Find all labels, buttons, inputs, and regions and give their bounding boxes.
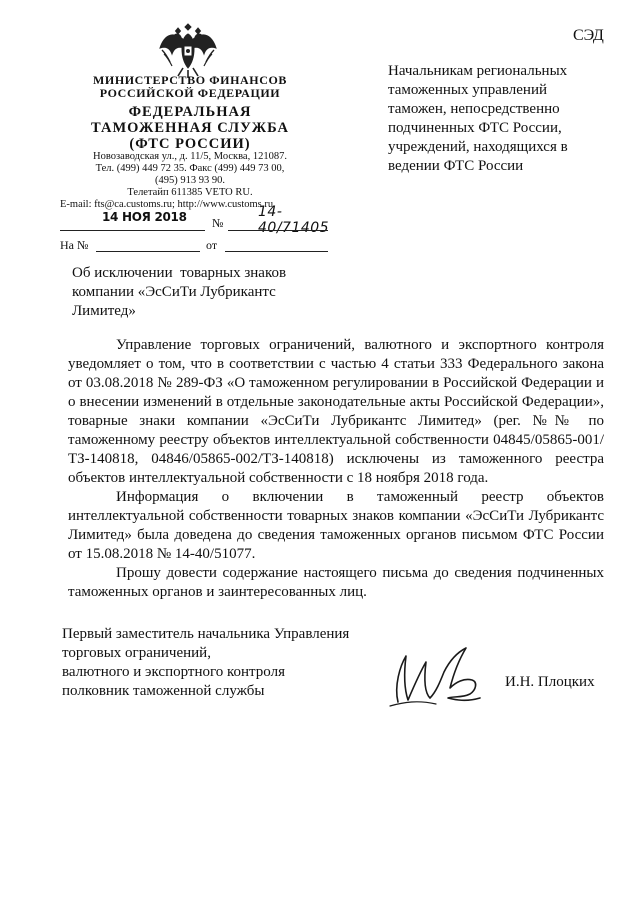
addressee-line: учреждений, находящихся в [388, 139, 568, 155]
date-underline [60, 230, 205, 231]
position-line: валютного и экспортного контроля [62, 664, 285, 680]
body-paragraph: Прошу довести содержание настоящего письма до сведения подчиненных таможенных органов и заинтересованных лиц. [68, 565, 604, 600]
position-line: торговых ограничений, [62, 645, 211, 661]
from-underline [225, 251, 328, 252]
number-underline [228, 230, 328, 231]
addressee-line: ведении ФТС России [388, 158, 524, 174]
handwritten-signature [384, 642, 492, 714]
addressee-line: таможенных управлений [388, 82, 548, 98]
body-paragraph: Информация о включении в таможенный реестр объектов интеллектуальной собственности товарных знаков компании «ЭсСиТи Лубрикантс Лимитед» была доведена до сведения таможенных органов письмом ФТС России от 15.08.2018 № 14-40/51077. [68, 489, 604, 562]
number-label: № [212, 216, 224, 230]
contact-line: Тел. (499) 449 72 35. Факс (499) 449 73 00, [95, 163, 285, 174]
service-name [60, 104, 320, 152]
signatory-name: И.Н. Плоцких [505, 674, 595, 690]
from-label: от [206, 238, 218, 252]
contact-line: (495) 913 93 90. [155, 175, 225, 186]
double-headed-eagle-emblem-icon [158, 18, 218, 80]
ref-underline [96, 251, 200, 252]
ref-label: На № [60, 238, 89, 252]
letter-body [68, 336, 604, 602]
letter-subject [72, 264, 332, 321]
signatory-position [62, 625, 392, 701]
subject-line: компании «ЭсСиТи Лубрикантс [72, 284, 276, 300]
registration-date-stamp: 14 НОЯ 2018 [102, 210, 187, 224]
reference-line [60, 238, 328, 258]
contact-line: Новозаводская ул., д. 11/5, Москва, 121087. [93, 151, 287, 162]
registration-number: 14-40/71405 [258, 204, 330, 236]
body-paragraph: Управление торговых ограничений, валютного и экспортного контроля уведомляет о том, что в соответствии с частью 4 статьи 333 Федерального закона от 03.08.2018 № 289-ФЗ «О таможенном регулировании в Российской Федерации и о внесении изменений в отдельные законодательные акты Российской Федерации», товарные знаки компании «ЭсСиТи Лубрикантс Лимитед» (рег. №№ по таможенному реестру объектов интеллектуальной собственности 04845/05865-001/ТЗ-140818, 04846/05865-002/ТЗ-140818) исключены из таможенного реестра объектов интеллектуальной собственности с 18 ноября 2018 года. [68, 337, 604, 486]
subject-line: Лимитед» [72, 303, 136, 319]
email-line: E-mail: fts@ca.customs.ru; http://www.customs.ru [60, 199, 274, 210]
position-line: Первый заместитель начальника Управления [62, 626, 350, 642]
addressee-block [388, 62, 608, 176]
ministry-name [60, 74, 320, 100]
addressee-line: подчиненных ФТС России, [388, 120, 562, 136]
ministry-line: РОССИЙСКОЙ ФЕДЕРАЦИИ [99, 86, 281, 100]
service-line: ТАМОЖЕННАЯ СЛУЖБА [91, 120, 289, 136]
position-line: полковник таможенной службы [62, 683, 265, 699]
subject-line: Об исключении товарных знаков [72, 265, 287, 281]
contact-block [60, 151, 320, 211]
service-line: ФЕДЕРАЛЬНАЯ [128, 104, 252, 120]
ministry-line: МИНИСТЕРСТВО ФИНАНСОВ [92, 73, 288, 87]
service-line: (ФТС РОССИИ) [129, 136, 251, 152]
sed-mark: СЭД [573, 27, 604, 44]
contact-line: Телетайп 611385 VETO RU. [127, 187, 253, 198]
addressee-line: Начальникам региональных [388, 63, 568, 79]
addressee-line: таможен, непосредственно [388, 101, 560, 117]
